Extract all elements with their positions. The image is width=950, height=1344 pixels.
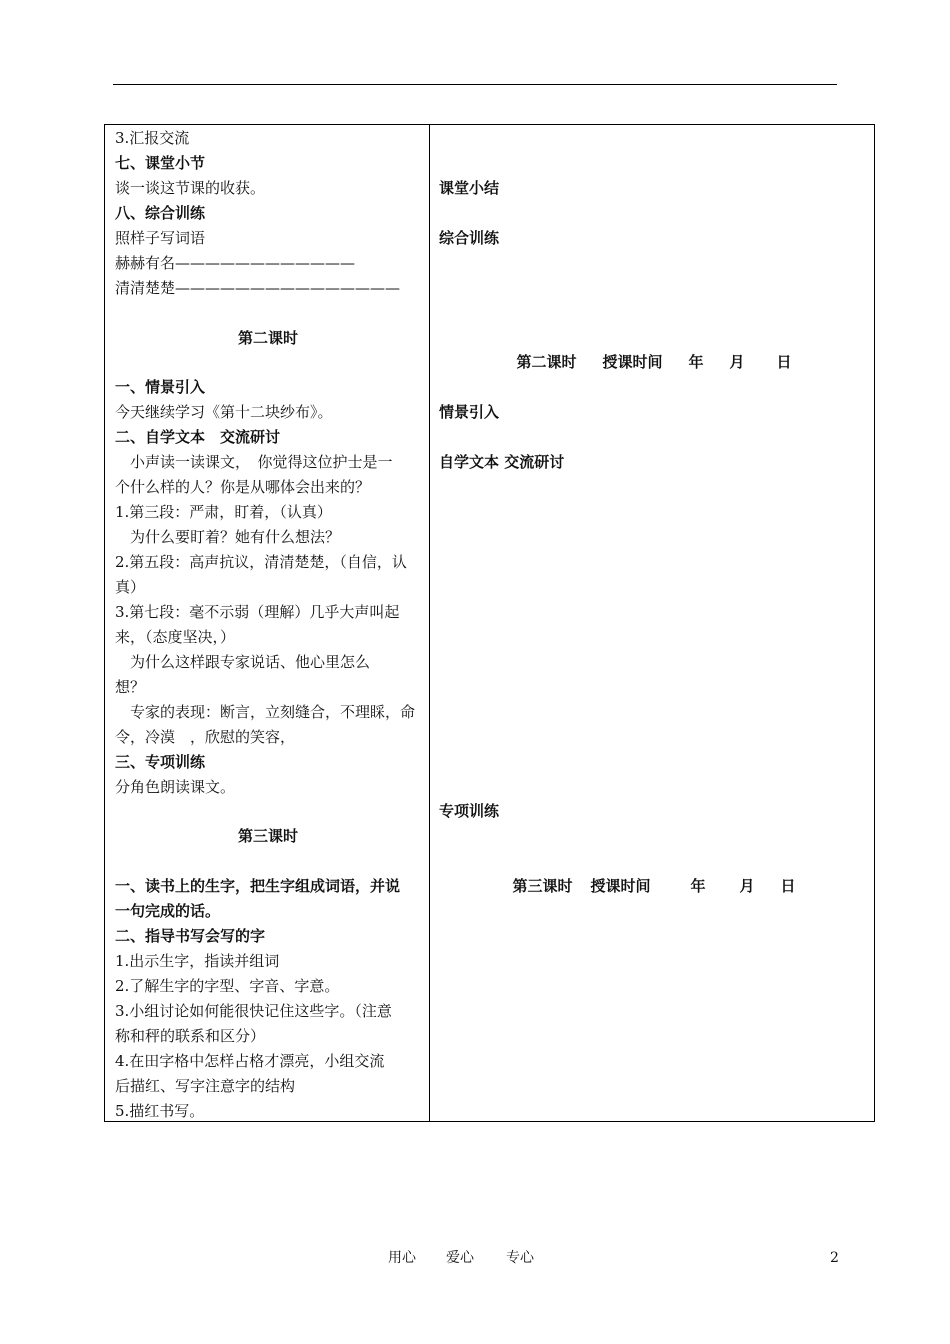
lesson2-time-label: 授课时间 — [602, 353, 663, 371]
left-line-29: 1.出示生字，指读并组词 — [115, 952, 280, 970]
heading-scene-intro: 一、情景引入 — [115, 378, 206, 396]
left-line-32: 称和秤的联系和区分） — [115, 1027, 266, 1045]
left-line-31: 3.小组讨论如何能很快记住这些字。（注意 — [115, 1002, 392, 1020]
heading-class-summary: 七、课堂小节 — [115, 154, 206, 172]
left-line-2: 谈一谈这节课的收获。 — [115, 179, 266, 197]
left-line-4: 照样子写词语 — [115, 229, 206, 247]
lesson2-day: 日 — [776, 353, 792, 371]
left-line-19: 为什么这样跟专家说话、他心里怎么 — [115, 653, 371, 671]
header-rule — [113, 84, 837, 85]
left-line-22: 令，冷漠 ，欣慰的笑容， — [115, 728, 296, 746]
footer-motto-1: 用心 — [388, 1250, 416, 1266]
right-scene-intro: 情景引入 — [439, 403, 500, 421]
left-line-33: 4.在田字格中怎样占格才漂亮，小组交流 — [115, 1052, 385, 1070]
lesson3-year: 年 — [690, 877, 706, 895]
right-self-study: 自学文本 交流研讨 — [439, 453, 565, 471]
left-line-9: 今天继续学习《第十二块纱布》。 — [115, 403, 333, 421]
lesson2-title: 第二课时 — [237, 329, 298, 347]
column-divider — [429, 125, 430, 1121]
right-comprehensive-training: 综合训练 — [439, 229, 500, 247]
footer-motto-2: 爱心 — [446, 1250, 474, 1266]
lesson3-title: 第三课时 — [237, 827, 298, 845]
left-line-20: 想？ — [115, 678, 146, 696]
lesson3-day: 日 — [780, 877, 796, 895]
lesson3-schedule — [439, 874, 869, 899]
heading-guided-writing: 二、指导书写会写的字 — [115, 927, 266, 945]
lesson-plan-table — [104, 124, 875, 1122]
left-line-18: 来，（态度坚决，） — [115, 628, 236, 646]
left-line-27: 一句完成的话。 — [115, 902, 221, 920]
left-line-15: 2.第五段：高声抗议，清清楚楚，（自信，认 — [115, 553, 407, 571]
left-line-30: 2.了解生字的字型、字音、字意。 — [115, 977, 340, 995]
left-line-0: 3.汇报交流 — [115, 129, 190, 147]
heading-special-training: 三、专项训练 — [115, 753, 206, 771]
lesson3-time-label: 授课时间 — [590, 877, 651, 895]
lesson2-year: 年 — [688, 353, 704, 371]
heading-comprehensive-training: 八、综合训练 — [115, 204, 206, 222]
left-line-11: 小声读一读课文， 你觉得这位护士是一 — [115, 453, 393, 471]
heading-self-study: 二、自学文本 交流研讨 — [115, 428, 281, 446]
left-line-13: 1.第三段：严肃，盯着，（认真） — [115, 503, 332, 521]
left-line-6: 清清楚楚——————————————— — [115, 279, 401, 297]
left-line-12: 个什么样的人？你是从哪体会出来的？ — [115, 478, 371, 496]
lesson2-month: 月 — [729, 353, 745, 371]
heading-read-characters: 一、读书上的生字，把生字组成词语，并说 — [115, 877, 401, 895]
left-line-16: 真） — [115, 578, 146, 596]
lesson3-schedule-title: 第三课时 — [512, 877, 573, 895]
right-class-summary: 课堂小结 — [439, 179, 500, 197]
lesson2-schedule-title: 第二课时 — [516, 353, 577, 371]
footer-motto-3: 专心 — [506, 1250, 534, 1266]
left-line-21: 专家的表现：断言，立刻缝合，不理睬，命 — [115, 703, 416, 721]
lesson2-schedule — [439, 350, 869, 375]
page-number: 2 — [830, 1250, 839, 1266]
right-special-training: 专项训练 — [439, 802, 500, 820]
left-line-24: 分角色朗读课文。 — [115, 778, 236, 796]
left-line-17: 3.第七段：毫不示弱（理解）几乎大声叫起 — [115, 603, 400, 621]
lesson3-month: 月 — [739, 877, 755, 895]
left-line-14: 为什么要盯着？她有什么想法？ — [115, 528, 341, 546]
left-line-5: 赫赫有名———————————— — [115, 254, 356, 272]
left-line-34: 后描红、写字注意字的结构 — [115, 1077, 296, 1095]
left-line-35: 5.描红书写。 — [115, 1102, 205, 1120]
